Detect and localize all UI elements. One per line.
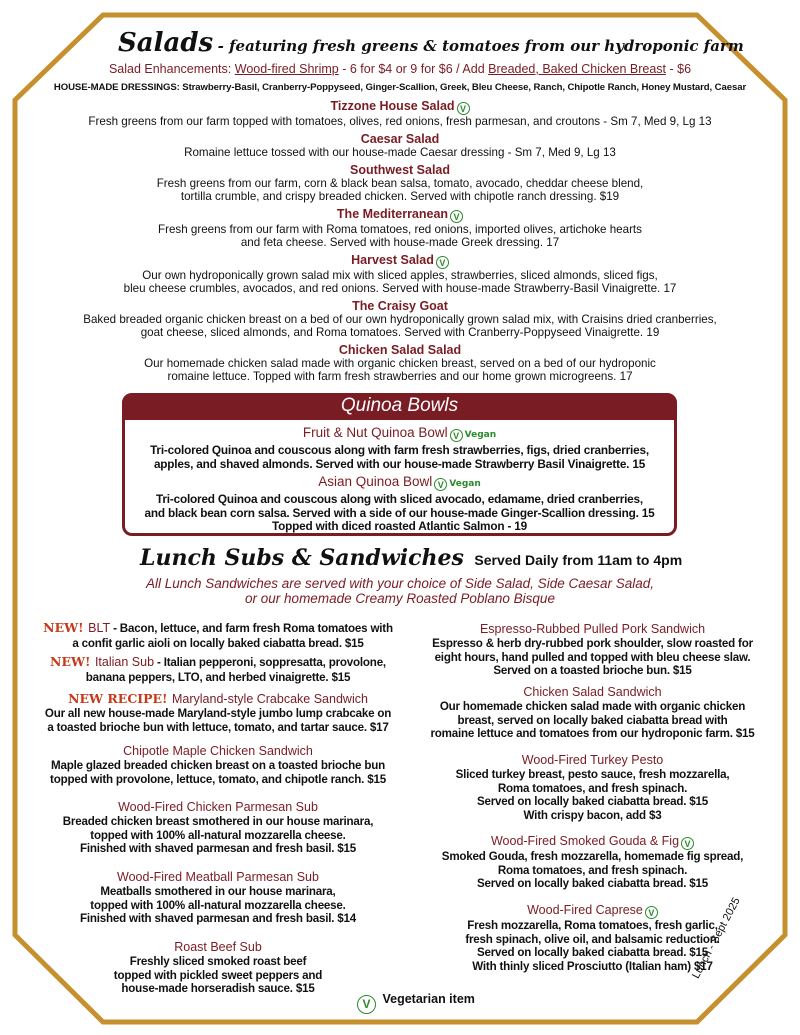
lunch-header: [140, 545, 700, 571]
quinoa-item-name-text: Fruit & Nut Quinoa Bowl: [302, 425, 448, 440]
salads-title: Salads: [118, 28, 214, 58]
salad-item: [30, 207, 770, 249]
salad-item-name-text: The Mediterranean: [336, 207, 449, 221]
sandwich-item-header: [26, 869, 410, 885]
sandwich-item-description: Our homemade chicken salad made with organic chicken breast, served on locally baked ciabatta bread with romaine lettuce and tomatoes from our hydroponic farm. $15: [430, 700, 755, 740]
sandwich-item-name: Wood-Fired Caprese: [527, 903, 643, 917]
salad-item-description: Fresh greens from our farm topped with tomatoes, olives, red onions, fresh parmesan, and croutons - Sm 7, Med 9, Lg 13: [88, 115, 712, 128]
sandwich-item-name: Roast Beef Sub: [174, 940, 262, 954]
quinoa-item: [125, 424, 674, 471]
sandwich-item-header: [410, 684, 775, 700]
salad-item-description: Romaine lettuce tossed with our house-made Caesar dressing - Sm 7, Med 9, Lg 13: [184, 146, 616, 159]
quinoa-item-name-text: Asian Quinoa Bowl: [318, 474, 433, 489]
vegetarian-leaf-icon: V: [357, 995, 376, 1014]
sandwich-item-description: - Italian pepperoni, soppresatta, provolone, banana peppers, LTO, and herbed vinaigrette. $15: [85, 656, 386, 684]
salad-item-name-text: Southwest Salad: [349, 163, 451, 177]
sandwich-item-header: [26, 691, 410, 707]
sandwich-item-name: Italian Sub: [94, 655, 155, 669]
sandwich-item: [26, 799, 410, 856]
quinoa-list: [125, 424, 674, 534]
menu-edition-stamp: Lunch - Sept 2025: [690, 895, 743, 981]
salad-item-name: [30, 132, 770, 146]
sandwich-item-header: [26, 939, 410, 955]
new-badge: NEW!: [43, 620, 84, 635]
salad-item-name-text: Chicken Salad Salad: [338, 343, 462, 357]
quinoa-item-description: Tri-colored Quinoa and couscous along with sliced avocado, edamame, dried cranberries, and black bean corn salsa. Served with a side of our house-made Ginger-Scallion dressing. 15 Topped with diced roasted Atlantic Salmon - 19: [144, 492, 655, 533]
salad-item-name-text: Harvest Salad: [351, 253, 434, 267]
new-badge: NEW!: [50, 654, 91, 669]
enhancement-chicken: Breaded, Baked Chicken Breast: [488, 62, 667, 76]
salad-item-name-text: Caesar Salad: [360, 132, 440, 146]
new-recipe-badge: NEW RECIPE!: [68, 691, 168, 706]
sandwich-item-header: [410, 833, 775, 850]
enhancement-chicken-price: - $6: [666, 62, 692, 76]
quinoa-item-description: Tri-colored Quinoa and couscous along with farm fresh strawberries, figs, dried cranberries, apples, and shaved almonds. Served with our house-made Strawberry Basil Vinaigrette. 15: [150, 443, 649, 471]
salad-item-name: [30, 343, 770, 357]
vegetarian-leaf-icon: V: [681, 837, 694, 850]
salad-item: [30, 343, 770, 383]
quinoa-box: [122, 393, 677, 536]
sandwich-item-description: - Bacon, lettuce, and farm fresh Roma tomatoes with a confit garlic aioli on locally baked ciabatta bread. $15: [72, 622, 393, 650]
enhancements-label: Salad Enhancements:: [108, 62, 232, 76]
vegetarian-leaf-icon: V: [450, 429, 463, 442]
sandwich-item: [410, 833, 775, 891]
vegetarian-legend-label: Vegetarian item: [382, 992, 475, 1006]
sandwich-item-description: Maple glazed breaded chicken breast on a toasted brioche bun topped with provolone, lettuce, tomato, and chipotle ranch. $15: [50, 759, 386, 786]
sandwich-item: [26, 939, 410, 996]
lunch-sides-note: All Lunch Sandwiches are served with your choice of Side Salad, Side Caesar Salad, or our homemade Creamy Roasted Poblano Bisque: [145, 576, 655, 606]
sandwich-item-header: [26, 621, 410, 651]
sandwich-item-name: Maryland-style Crabcake Sandwich: [172, 692, 368, 706]
house-dressings: HOUSE-MADE DRESSINGS: Strawberry-Basil, Cranberry-Poppyseed, Ginger-Scallion, Greek, Bleu Cheese, Ranch, Chipotle Ranch, Honey Mustard, Caesar: [53, 82, 747, 93]
salad-item-name: [30, 163, 770, 177]
sandwich-item: [26, 621, 410, 651]
sandwich-item-header: [410, 752, 775, 768]
sandwich-item-description: Meatballs smothered in our house marinara, topped with 100% all-natural mozzarella cheese. Finished with shaved parmesan and fresh basil. $14: [79, 885, 357, 925]
sandwich-item-description: Smoked Gouda, fresh mozzarella, homemade fig spread, Roma tomatoes, and fresh spinach. Served on locally baked ciabatta bread. $15: [441, 850, 744, 890]
vegetarian-leaf-icon: V: [434, 478, 447, 491]
salad-item: [30, 253, 770, 295]
sandwich-item: [26, 691, 410, 734]
sandwich-item-header: [26, 655, 410, 685]
salad-item: [30, 299, 770, 339]
lunch-served-hours: Served Daily from 11am to 4pm: [474, 552, 683, 568]
salad-item-name: [30, 253, 770, 269]
quinoa-item-name: [125, 473, 674, 493]
vegetarian-leaf-icon: V: [450, 210, 463, 223]
vegetarian-legend: [355, 992, 475, 1014]
salad-item: [30, 99, 770, 128]
vegan-label: Vegan: [449, 479, 481, 489]
salads-header: [118, 28, 744, 58]
sandwich-item-description: Espresso & herb dry-rubbed pork shoulder, slow roasted for eight hours, hand pulled and topped with bleu cheese slaw. Served on a toasted brioche bun. $15: [432, 637, 753, 677]
salad-item-name: [30, 299, 770, 313]
quinoa-item: [125, 473, 674, 534]
salad-item-name-text: The Craisy Goat: [352, 299, 448, 313]
sandwich-item: [26, 743, 410, 786]
vegetarian-leaf-icon: V: [436, 256, 449, 269]
sandwich-item: [410, 684, 775, 741]
vegetarian-leaf-icon: V: [457, 102, 470, 115]
sandwich-item: [410, 752, 775, 822]
sandwich-item-description: Freshly sliced smoked roast beef topped with pickled sweet peppers and house-made horseradish sauce. $15: [113, 955, 323, 995]
sandwich-item-header: [26, 743, 410, 759]
sandwich-item-name: Espresso-Rubbed Pulled Pork Sandwich: [479, 622, 706, 636]
sandwich-item-name: Wood-Fired Turkey Pesto: [521, 753, 664, 767]
salad-enhancements: [40, 62, 760, 76]
salad-item-description: Fresh greens from our farm, corn & black bean salsa, tomato, avocado, cheddar cheese blend, tortilla crumble, and crispy breaded chicken. Served with chipotle ranch dressing. $19: [156, 177, 644, 203]
sandwich-item-header: [410, 621, 775, 637]
salad-item-description: Our own hydroponically grown salad mix with sliced apples, strawberries, sliced almonds, sliced figs, bleu cheese crumbles, avocados, and red onions. Served with house-made Strawberry-Basil Vinaigrette. 17: [123, 269, 677, 295]
sandwich-item-name: Wood-Fired Meatball Parmesan Sub: [117, 870, 319, 884]
salad-item-name: [30, 99, 770, 115]
quinoa-item-name: [125, 424, 674, 444]
enhancement-shrimp: Wood-fired Shrimp: [234, 62, 339, 76]
salad-item-name-text: Tizzone House Salad: [330, 99, 455, 113]
vegetarian-leaf-icon: V: [645, 906, 658, 919]
sandwich-item: [26, 655, 410, 685]
sandwich-item-name: Wood-Fired Smoked Gouda & Fig: [490, 834, 680, 848]
salads-subtitle: - featuring fresh greens & tomatoes from our hydroponic farm: [217, 37, 744, 55]
salad-item-name: [30, 207, 770, 223]
sandwich-item-description: Our all new house-made Maryland-style jumbo lump crabcake on a toasted brioche bun with lettuce, tomato, and tartar sauce. $17: [44, 707, 392, 734]
salad-item: [30, 163, 770, 203]
salad-item-description: Baked breaded organic chicken breast on a bed of our own hydroponically grown salad mix, with Craisins dried cranberries, goat cheese, sliced almonds, and Roma tomatoes. Served with Cranberry-Poppyseed Vinaigrette. 19: [83, 313, 717, 339]
sandwich-item-name: Chipotle Maple Chicken Sandwich: [123, 744, 313, 758]
sandwich-item: [410, 621, 775, 678]
sandwich-item-name: Chicken Salad Sandwich: [523, 685, 662, 699]
salad-item-description: Fresh greens from our farm with Roma tomatoes, red onions, imported olives, artichoke hearts and feta cheese. Served with house-made Greek dressing. 17: [158, 223, 642, 249]
vegan-label: Vegan: [464, 430, 497, 440]
sandwich-item-description: Breaded chicken breast smothered in our house marinara, topped with 100% all-natural mozzarella cheese. Finished with shaved parmesan and fresh basil. $15: [62, 815, 374, 855]
sandwich-item: [26, 869, 410, 926]
lunch-title: Lunch Subs & Sandwiches: [140, 545, 464, 571]
salad-item-description: Our homemade chicken salad made with organic chicken breast, served on a bed of our hydroponic romaine lettuce. Topped with farm fresh strawberries and our home grown microgreens. 17: [144, 357, 656, 383]
sandwich-item-description: Sliced turkey breast, pesto sauce, fresh mozzarella, Roma tomatoes, and fresh spinach. Served on locally baked ciabatta bread. $15 With crispy bacon, add $3: [455, 768, 730, 822]
sandwich-item-description: Fresh mozzarella, Roma tomatoes, fresh garlic, fresh spinach, olive oil, and balsamic reduction. Served on locally baked ciabatta bread. $15 With thinly sliced Prosciutto (Italian ham) $17: [465, 919, 720, 973]
sandwich-item-name: BLT: [88, 621, 111, 635]
sandwich-item-header: [26, 799, 410, 815]
sandwich-item-name: Wood-Fired Chicken Parmesan Sub: [118, 800, 318, 814]
enhancement-shrimp-price: - 6 for $4 or 9 for $6 / Add: [338, 62, 489, 76]
salad-list: [30, 99, 770, 383]
salad-item: [30, 132, 770, 159]
quinoa-title: Quinoa Bowls: [340, 395, 459, 416]
